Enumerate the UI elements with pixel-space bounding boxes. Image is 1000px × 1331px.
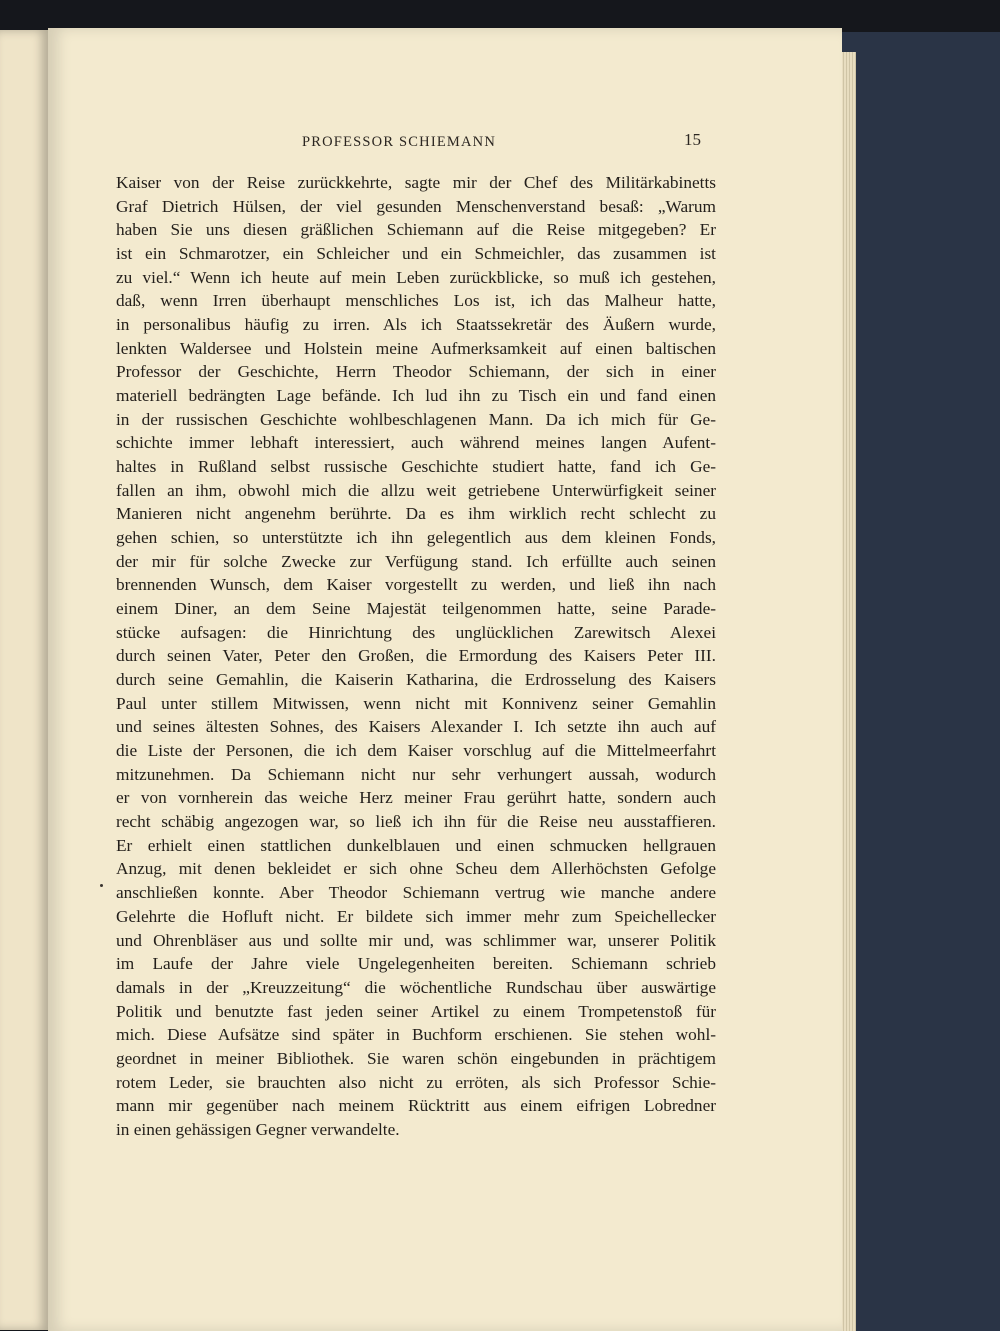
text-line: der mir für solche Zwecke zur Verfügung stand. Ich erfüllte auch seinen bbox=[116, 551, 716, 571]
text-line: damals in der „Kreuzzeitung“ die wöchentliche Rundschau über auswärtige bbox=[116, 977, 716, 997]
text-line: stücke aufsagen: die Hinrichtung des unglücklichen Zarewitsch Alexei bbox=[116, 622, 716, 642]
text-line: durch seine Gemahlin, die Kaiserin Katharina, die Erdrosselung des Kaisers bbox=[116, 670, 716, 690]
text-line: schichte immer lebhaft interessiert, auch während meines langen Aufent- bbox=[116, 433, 716, 453]
text-line: haltes in Rußland selbst russische Geschichte studiert hatte, fand ich Ge- bbox=[116, 457, 716, 477]
running-head: PROFESSOR SCHIEMANN bbox=[302, 134, 497, 150]
text-line: mich. Diese Aufsätze sind später in Buchform erschienen. Sie stehen wohl- bbox=[116, 1025, 716, 1045]
text-line: durch seinen Vater, Peter den Großen, die Ermordung des Kaisers Peter III. bbox=[116, 646, 716, 666]
text-line: fallen an ihm, obwohl mich die allzu weit getriebene Unterwürfigkeit seiner bbox=[116, 480, 716, 500]
book-cover bbox=[840, 32, 1000, 1331]
text-line: daß, wenn Irren überhaupt menschliches Los ist, ich das Malheur hatte, bbox=[116, 291, 716, 311]
text-line: geordnet in meiner Bibliothek. Sie waren schön eingebunden in prächtigem bbox=[116, 1048, 716, 1068]
text-line: im Laufe der Jahre viele Ungelegenheiten bereiten. Schiemann schrieb bbox=[116, 954, 716, 974]
text-line: und seines ältesten Sohnes, des Kaisers Alexander I. Ich setzte ihn auch auf bbox=[116, 717, 716, 737]
text-line: Politik und benutzte fast jeden seiner Artikel zu einem Trompetenstoß für bbox=[116, 1001, 716, 1021]
text-line: anschließen konnte. Aber Theodor Schiemann vertrug wie manche andere bbox=[116, 883, 716, 903]
text-line: Manieren nicht angenehm berührte. Da es ihm wirklich recht schlecht zu bbox=[116, 504, 716, 524]
text-line: brennenden Wunsch, dem Kaiser vorgestellt zu werden, und ließ ihn nach bbox=[116, 575, 716, 595]
text-line: rotem Leder, sie brauchten also nicht zu erröten, als sich Professor Schie- bbox=[116, 1072, 716, 1092]
text-line: in der russischen Geschichte wohlbeschlagenen Mann. Da ich mich für Ge- bbox=[116, 409, 716, 429]
text-line: Paul unter stillem Mitwissen, wenn nicht mit Konnivenz seiner Gemahlin bbox=[116, 693, 716, 713]
text-line: lenkten Waldersee und Holstein meine Aufmerksamkeit auf einen baltischen bbox=[116, 338, 716, 358]
text-line: Professor der Geschichte, Herrn Theodor Schiemann, der sich in einer bbox=[116, 362, 716, 382]
text-line: und Ohrenbläser aus und sollte mir und, was schlimmer war, unserer Politik bbox=[116, 930, 716, 950]
text-line: zu viel.“ Wenn ich heute auf mein Leben zurückblicke, so muß ich gestehen, bbox=[116, 267, 716, 287]
previous-page-edge bbox=[0, 30, 48, 1330]
text-line: Er erhielt einen stattlichen dunkelblauen und einen schmucken hellgrauen bbox=[116, 835, 716, 855]
text-line: Kaiser von der Reise zurückkehrte, sagte mir der Chef des Militärkabinetts bbox=[116, 173, 716, 192]
text-line: gehen schien, so unterstützte ich ihn gelegentlich aus dem kleinen Fonds, bbox=[116, 528, 716, 548]
text-line: mitzunehmen. Da Schiemann nicht nur sehr verhungert aussah, wodurch bbox=[116, 764, 716, 784]
text-line: in personalibus häufig zu irren. Als ich Staatssekretär des Äußern wurde, bbox=[116, 315, 716, 335]
text-line: die Liste der Personen, die ich dem Kaiser vorschlug auf die Mittelmeerfahrt bbox=[116, 741, 716, 761]
text-line: einem Diner, an dem Seine Majestät teilgenommen hatte, seine Parade- bbox=[116, 599, 716, 619]
text-line: mann mir gegenüber nach meinem Rücktritt aus einem eifrigen Lobredner bbox=[116, 1096, 716, 1116]
text-line: in einen gehässigen Gegner verwandelte. bbox=[116, 1119, 400, 1139]
text-line: er von vornherein das weiche Herz meiner Frau gerührt hatte, sondern auch bbox=[116, 788, 716, 808]
text-line: Gelehrte die Hofluft nicht. Er bildete sich immer mehr zum Speichellecker bbox=[116, 906, 716, 926]
text-line: Anzug, mit denen bekleidet er sich ohne Scheu dem Allerhöchsten Gefolge bbox=[116, 859, 716, 879]
book-page bbox=[48, 28, 842, 1331]
body-text bbox=[116, 171, 716, 1142]
text-line: recht schäbig angezogen war, so ließ ich ihn für die Reise neu ausstaffieren. bbox=[116, 812, 716, 832]
text-line: materiell bedrängten Lage befände. Ich lud ihn zu Tisch ein und fand einen bbox=[116, 386, 716, 406]
text-line: ist ein Schmarotzer, ein Schleicher und ein Schmeichler, das zusammen ist bbox=[116, 244, 716, 264]
text-line: Graf Dietrich Hülsen, der viel gesunden Menschenverstand besaß: „Warum bbox=[116, 196, 716, 216]
page-number: 15 bbox=[684, 130, 701, 149]
margin-mark bbox=[100, 884, 103, 887]
text-line: haben Sie uns diesen gräßlichen Schiemann auf die Reise mitgegeben? Er bbox=[116, 220, 716, 240]
